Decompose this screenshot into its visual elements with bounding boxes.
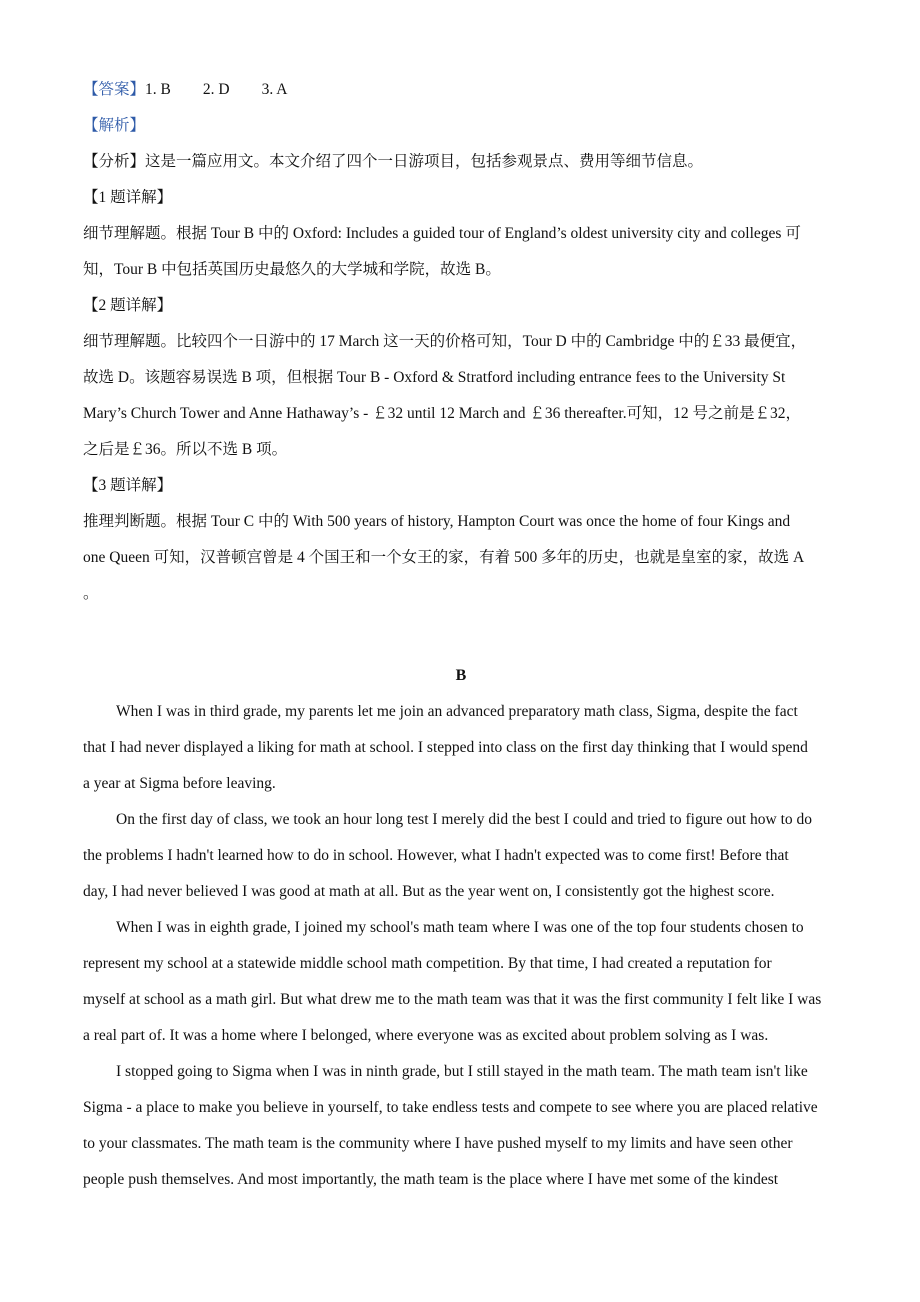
passage-line: myself at school as a math girl. But what drew me to the math team was that it was the first community I felt like I was <box>83 991 822 1008</box>
passage-line: Sigma - a place to make you believe in yourself, to take endless tests and compete to see where you are placed relative <box>83 1099 818 1116</box>
passage-line: people push themselves. And most importantly, the math team is the place where I have met some of the kindest <box>83 1171 779 1188</box>
passage-line: I stopped going to Sigma when I was in ninth grade, but I still stayed in the math team. The math team isn't like <box>116 1063 808 1080</box>
passage-line: that I had never displayed a liking for math at school. I stepped into class on the first day thinking that I would spend <box>83 739 808 756</box>
explanation-line: 。 <box>83 585 99 602</box>
passage-line: a real part of. It was a home where I belonged, where everyone was as excited about problem solving as I was. <box>83 1027 769 1044</box>
question-1-explanation <box>83 180 839 288</box>
passage-line: the problems I hadn't learned how to do in school. However, what I hadn't expected was to come first! Before that <box>83 847 789 864</box>
explanation-line: 知，Tour B 中包括英国历史最悠久的大学城和学院，故选 B。 <box>83 261 501 278</box>
explanation-line: one Queen 可知，汉普顿宫曾是 4 个国王和一个女王的家，有着 500 多年的历史，也就是皇室的家，故选 A <box>83 549 805 566</box>
answer-line <box>83 72 839 108</box>
passage-line: a year at Sigma before leaving. <box>83 775 276 792</box>
answer-1: 1. B <box>145 81 171 98</box>
passage-line: represent my school at a statewide middle school math competition. By that time, I had created a reputation for <box>83 955 772 972</box>
overview-line <box>83 144 839 180</box>
passage-paragraph-3 <box>83 910 839 1054</box>
explanation-line: 故选 D。该题容易误选 B 项，但根据 Tour B - Oxford & Stratford including entrance fees to the University St <box>83 369 786 386</box>
passage-line: On the first day of class, we took an hour long test I merely did the best I could and tried to figure out how to do <box>116 811 813 828</box>
answer-3: 3. A <box>261 81 288 98</box>
document-page <box>83 72 839 1198</box>
answer-label: 【答案】 <box>83 81 146 98</box>
overview-text: 这是一篇应用文。本文介绍了四个一日游项目，包括参观景点、费用等细节信息。 <box>145 153 704 170</box>
question-3-explanation <box>83 468 839 612</box>
passage-line: day, I had never believed I was good at math at all. But as the year went on, I consistently got the highest score. <box>83 883 775 900</box>
explanation-line: Mary’s Church Tower and Anne Hathaway’s - ￡32 until 12 March and ￡36 thereafter.可知，12 号之前是￡32， <box>83 405 801 422</box>
answer-2: 2. D <box>202 81 230 98</box>
explanation-line: 细节理解题。根据 Tour B 中的 Oxford: Includes a guided tour of England’s oldest university city and colleges 可 <box>83 225 801 242</box>
question-2-explanation <box>83 288 839 468</box>
overview-label: 【分析】 <box>83 153 146 170</box>
question-heading: 【3 题详解】 <box>83 477 173 494</box>
passage-line: When I was in eighth grade, I joined my school's math team where I was one of the top four students chosen to <box>116 919 804 936</box>
passage-paragraph-2 <box>83 802 839 910</box>
question-heading: 【2 题详解】 <box>83 297 173 314</box>
explanation-line: 推理判断题。根据 Tour C 中的 With 500 years of history, Hampton Court was once the home of four Kings and <box>83 513 791 530</box>
analysis-label: 【解析】 <box>83 117 146 134</box>
passage-paragraph-1 <box>83 694 839 802</box>
passage-paragraph-4 <box>83 1054 839 1198</box>
question-heading: 【1 题详解】 <box>83 189 173 206</box>
explanation-line: 细节理解题。比较四个一日游中的 17 March 这一天的价格可知，Tour D 中的 Cambridge 中的￡33 最便宜， <box>83 333 807 350</box>
passage-title: B <box>455 667 467 684</box>
passage-line: to your classmates. The math team is the community where I have pushed myself to my limits and have seen other <box>83 1135 793 1152</box>
spacer <box>83 612 839 648</box>
passage-line: When I was in third grade, my parents let me join an advanced preparatory math class, Sigma, despite the fact <box>116 703 798 720</box>
explanation-line: 之后是￡36。所以不选 B 项。 <box>83 441 288 458</box>
